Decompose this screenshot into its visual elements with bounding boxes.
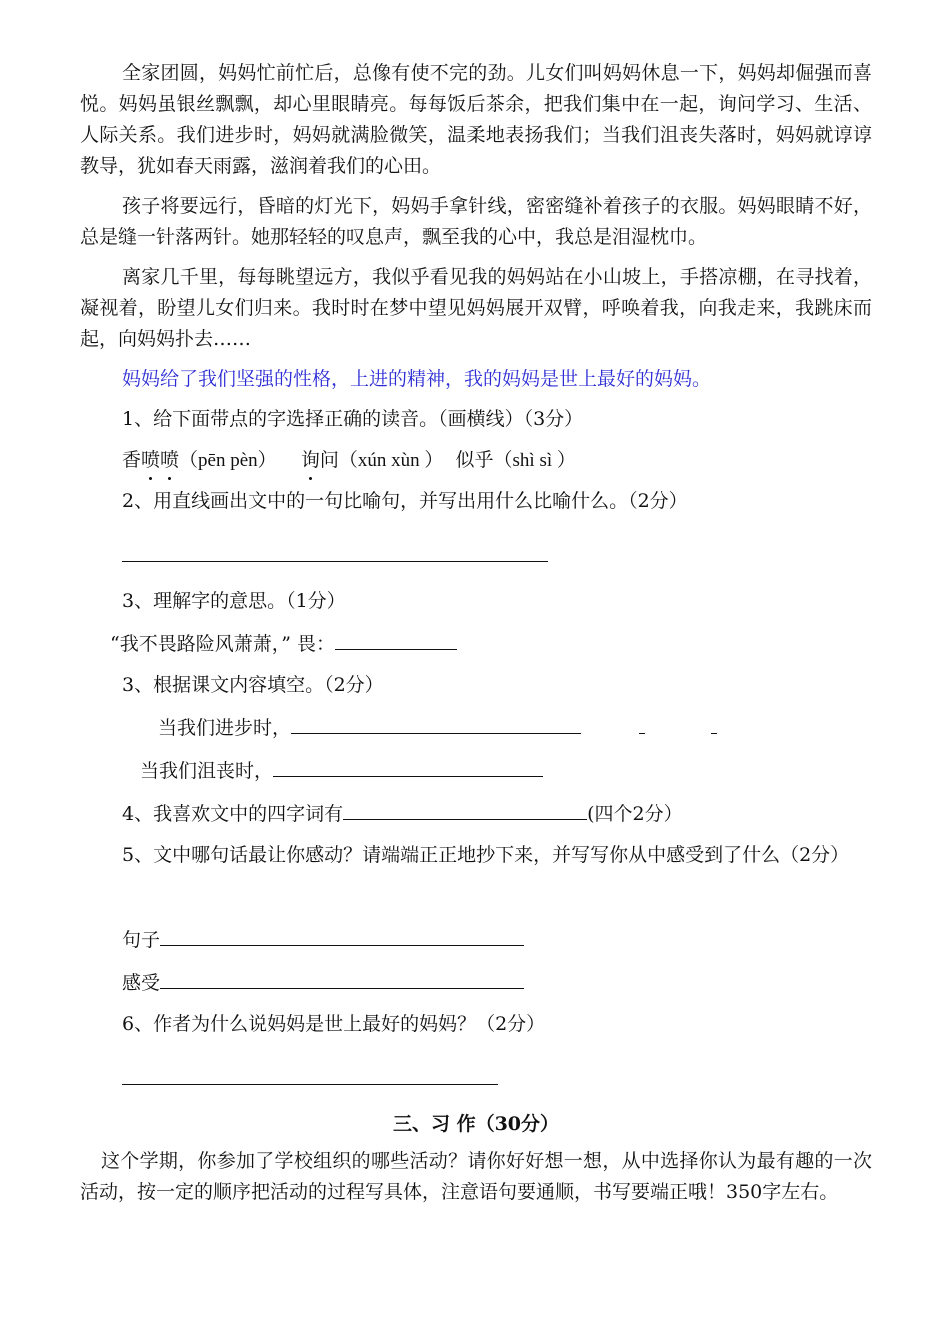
q1-pinyin-2[interactable]: （xún xùn ）: [338, 450, 444, 471]
question-5: 5、文中哪句话最让你感动？请端端正正地抄下来，并写写你从中感受到了什么（2分）: [122, 844, 850, 866]
passage-paragraph-3: 离家几千里，每每眺望远方，我似乎看见我的妈妈站在小山坡上，手搭凉棚，在寻找着，凝视着，盼望儿女们归来。我时时在梦中望见妈妈展开双臂，呼唤着我，向我走来，我跳床而起，向妈妈扑去……: [80, 266, 872, 350]
answer-line[interactable]: [122, 1062, 498, 1085]
worksheet-page: [80, 58, 872, 1208]
answer-line[interactable]: [160, 966, 524, 989]
q1-word-1: 香喷喷: [122, 449, 179, 471]
question-3a: 3、理解字的意思。（1分）: [122, 590, 346, 612]
essay-prompt: 这个学期，你参加了学校组织的哪些活动？请你好好想一想，从中选择你认为最有趣的一次活动，按一定的顺序把活动的过程写具体，注意语句要通顺，书写要端正哦！350字左右。: [80, 1150, 872, 1203]
answer-line[interactable]: [160, 923, 524, 946]
question-5-feeling: 感受: [80, 966, 872, 999]
question-1-items: [80, 445, 872, 476]
passage-paragraph-1: 全家团圆，妈妈忙前忙后，总像有使不完的劲。儿女们叫妈妈休息一下，妈妈却倔强而喜悦。妈妈虽银丝飘飘，却心里眼睛亮。每每饭后茶余，把我们集中在一起，询问学习、生活、人际关系。我们进步时，妈妈就满脸微笑，温柔地表扬我们；当我们沮丧失落时，妈妈就谆谆教导，犹如春天雨露，滋润着我们的心田。: [80, 62, 872, 177]
question-3b-line-1: 当我们进步时，: [80, 711, 872, 744]
question-6: 6、作者为什么说妈妈是世上最好的妈妈？（2分）: [122, 1013, 546, 1035]
answer-line[interactable]: [343, 797, 587, 820]
answer-line[interactable]: [273, 754, 543, 777]
q1-pinyin-1[interactable]: （pēn pèn）: [179, 450, 277, 471]
question-3b: 3、根据课文内容填空。（2分）: [122, 674, 384, 696]
answer-line[interactable]: [122, 539, 548, 562]
q1-word-3: 似乎: [455, 449, 494, 471]
question-2: 2、用直线画出文中的一句比喻句，并写出用什么比喻什么。（2分）: [122, 490, 688, 512]
answer-line[interactable]: [291, 711, 581, 734]
question-6-answer: [80, 1062, 872, 1095]
q1-word-2: 询问: [301, 449, 339, 471]
passage-paragraph-4: 妈妈给了我们坚强的性格，上进的精神，我的妈妈是世上最好的妈妈。: [122, 368, 712, 390]
dash-mark: [711, 723, 717, 734]
q1-pinyin-3[interactable]: （shì sì ）: [493, 450, 576, 471]
question-1: 1、给下面带点的字选择正确的读音。（画横线）（3分）: [122, 408, 584, 430]
passage-paragraph-2: 孩子将要远行，昏暗的灯光下，妈妈手拿针线，密密缝补着孩子的衣服。妈妈眼睛不好，总是缝一针落两针。她那轻轻的叹息声，飘至我的心中，我总是泪湿枕巾。: [80, 195, 872, 248]
dash-mark: [639, 723, 645, 734]
answer-line[interactable]: [335, 627, 457, 650]
question-5-sentence: 句子: [80, 923, 872, 956]
question-3a-item: “我不畏路险风萧萧，” 畏：: [80, 627, 872, 660]
question-3b-line-2: 当我们沮丧时，: [80, 754, 872, 787]
section-title-essay: 三、习 作（30分）: [392, 1113, 560, 1135]
question-2-answer: [80, 539, 872, 572]
question-4: 4、我喜欢文中的四字词有 (四个2分）: [80, 797, 872, 830]
